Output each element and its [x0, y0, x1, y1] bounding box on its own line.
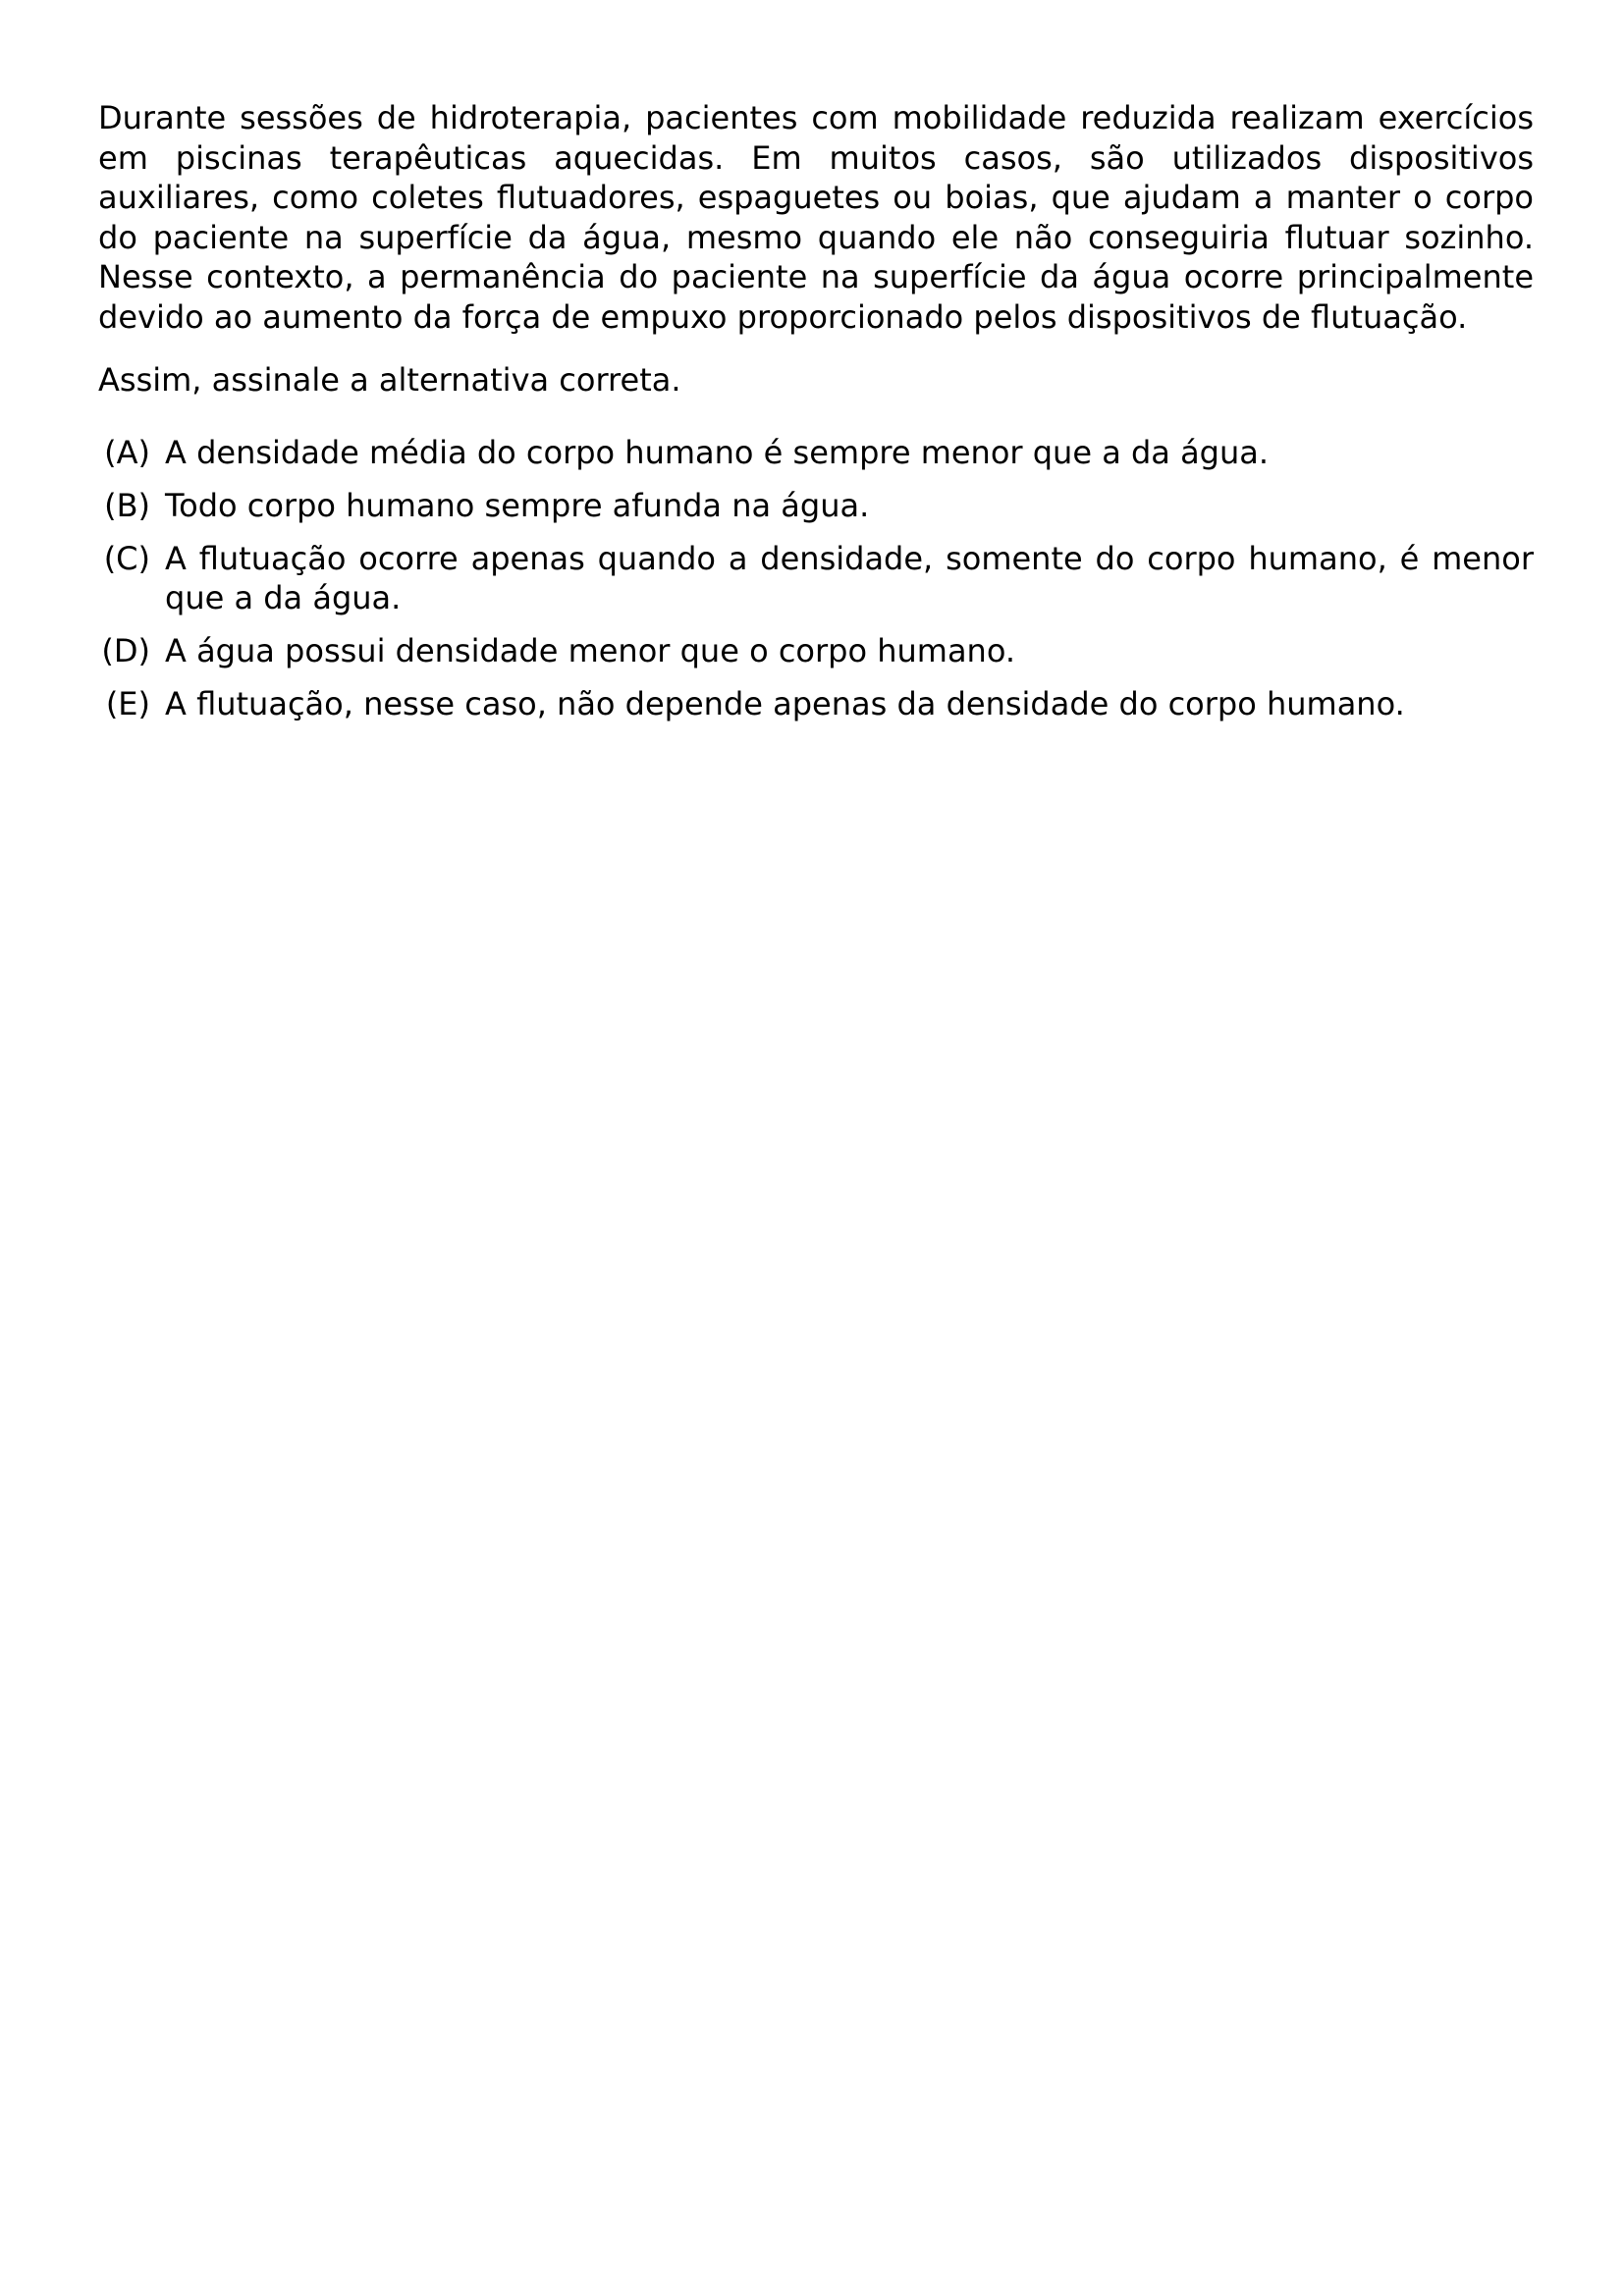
option-d[interactable] [98, 631, 1534, 670]
question-instruction: Assim, assinale a alternativa correta. [98, 361, 681, 399]
option-letter: (E) [105, 685, 150, 722]
question-stem: Durante sessões de hidroterapia, pacientes com mobilidade reduzida realizam exercícios em piscinas terapêuticas aquecidas. Em muitos casos, são utilizados dispositivos auxiliares, como coletes flutuadores, espaguetes ou boias, que ajudam a manter o corpo do paciente na superfície da água, mesmo quando ele não conseguiria flutuar sozinho. Nesse contexto, a permanência do paciente na superfície da água ocorre principalmente devido ao aumento da força de empuxo proporcionado pelos dispositivos de flutuação. [98, 99, 1534, 336]
option-letter: (A) [104, 434, 150, 471]
option-e[interactable] [98, 684, 1534, 723]
option-b[interactable] [98, 486, 1534, 525]
option-text: A água possui densidade menor que o corpo humano. [165, 632, 1016, 669]
option-text: A flutuação, nesse caso, não depende apenas da densidade do corpo humano. [165, 685, 1405, 722]
option-letter: (D) [101, 632, 150, 669]
option-letter: (B) [104, 487, 150, 524]
option-c[interactable] [98, 539, 1534, 617]
option-letter: (C) [103, 540, 150, 577]
answer-options [98, 433, 1534, 723]
option-text: A densidade média do corpo humano é sempre menor que a da água. [165, 434, 1270, 471]
option-text: A flutuação ocorre apenas quando a densidade, somente do corpo humano, é menor que a da água. [165, 540, 1534, 616]
option-a[interactable] [98, 433, 1534, 472]
option-text: Todo corpo humano sempre afunda na água. [165, 487, 870, 524]
question-page [98, 98, 1534, 737]
